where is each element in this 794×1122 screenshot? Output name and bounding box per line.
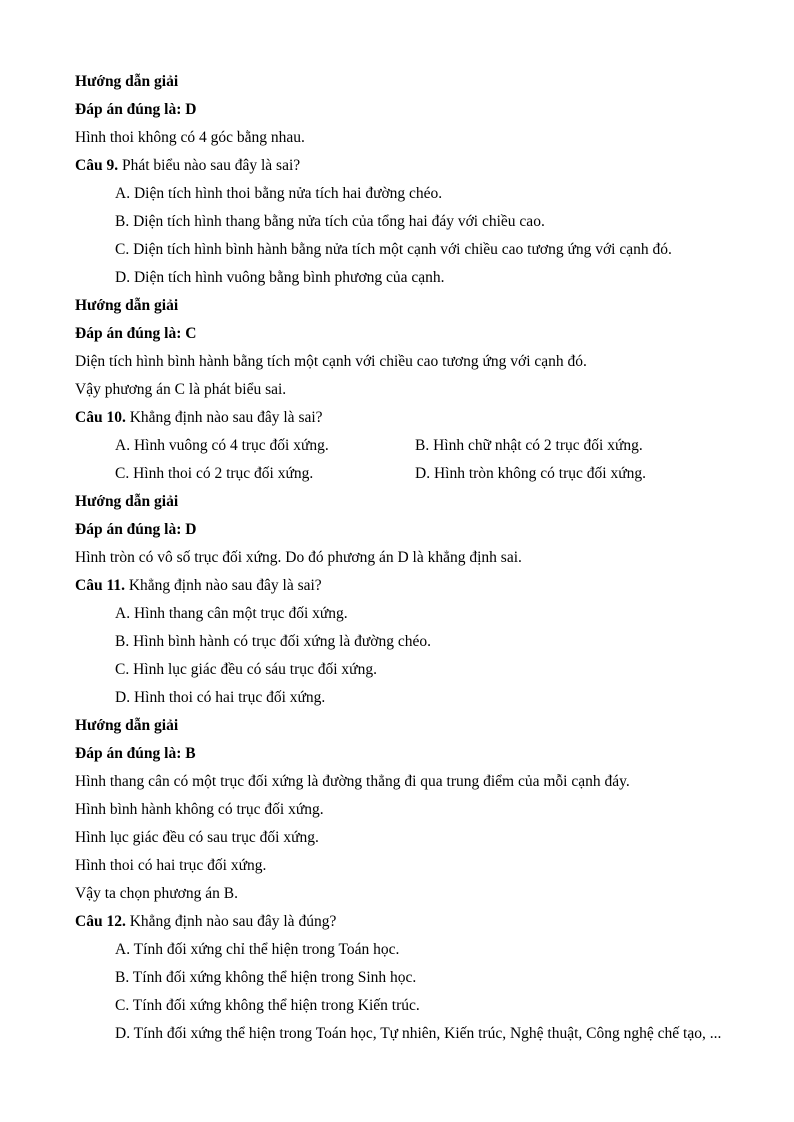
- question-line: Câu 10. Khẳng định nào sau đây là sai?: [75, 409, 323, 426]
- question-label: Câu 9.: [75, 157, 119, 174]
- answer-option: A. Diện tích hình thoi bằng nửa tích hai đường chéo.: [115, 185, 443, 202]
- answer-option: B. Hình bình hành có trục đối xứng là đường chéo.: [115, 633, 432, 650]
- section-heading: Đáp án đúng là: D: [75, 521, 197, 538]
- paragraph: Vậy phương án C là phát biểu sai.: [75, 381, 287, 398]
- answer-option: D. Hình tròn không có trục đối xứng.: [415, 465, 646, 482]
- paragraph: Hình thang cân có một trục đối xứng là đường thẳng đi qua trung điểm của mỗi cạnh đáy.: [75, 773, 630, 790]
- paragraph: Hình thoi không có 4 góc bằng nhau.: [75, 129, 305, 146]
- question-line: Câu 12. Khẳng định nào sau đây là đúng?: [75, 913, 337, 930]
- section-heading: Đáp án đúng là: C: [75, 325, 197, 342]
- section-heading: Hướng dẫn giải: [75, 717, 179, 734]
- paragraph: Vậy ta chọn phương án B.: [75, 885, 238, 902]
- section-heading: Hướng dẫn giải: [75, 297, 179, 314]
- answer-option: C. Tính đối xứng không thể hiện trong Kiến trúc.: [115, 997, 420, 1014]
- document-content: [75, 68, 736, 1048]
- paragraph: Hình lục giác đều có sau trục đối xứng.: [75, 829, 319, 846]
- paragraph: Diện tích hình bình hành bằng tích một cạnh với chiều cao tương ứng với cạnh đó.: [75, 353, 587, 370]
- answer-option: C. Hình lục giác đều có sáu trục đối xứng.: [115, 661, 377, 678]
- paragraph: Hình thoi có hai trục đối xứng.: [75, 857, 267, 874]
- answer-option: B. Hình chữ nhật có 2 trục đối xứng.: [415, 437, 643, 454]
- answer-option: B. Diện tích hình thang bằng nửa tích của tổng hai đáy với chiều cao.: [115, 213, 545, 230]
- section-heading: Đáp án đúng là: D: [75, 101, 197, 118]
- section-heading: Đáp án đúng là: B: [75, 745, 196, 762]
- question-line: Câu 9. Phát biểu nào sau đây là sai?: [75, 157, 301, 174]
- answer-option: A. Tính đối xứng chỉ thể hiện trong Toán học.: [115, 941, 400, 958]
- question-line: Câu 11. Khẳng định nào sau đây là sai?: [75, 577, 322, 594]
- answer-option: B. Tính đối xứng không thể hiện trong Sinh học.: [115, 969, 417, 986]
- option-row: [75, 432, 736, 460]
- question-label: Câu 12.: [75, 913, 126, 930]
- section-heading: Hướng dẫn giải: [75, 493, 179, 510]
- answer-option: C. Diện tích hình bình hành bằng nửa tích một cạnh với chiều cao tương ứng với cạnh đó.: [115, 241, 672, 258]
- answer-option: A. Hình thang cân một trục đối xứng.: [115, 605, 348, 622]
- question-label: Câu 11.: [75, 577, 125, 594]
- option-row: [75, 460, 736, 488]
- question-label: Câu 10.: [75, 409, 126, 426]
- answer-option: D. Tính đối xứng thể hiện trong Toán học, Tự nhiên, Kiến trúc, Nghệ thuật, Công nghệ chế tạo, ...: [115, 1025, 722, 1042]
- paragraph: Hình bình hành không có trục đối xứng.: [75, 801, 324, 818]
- answer-option: D. Diện tích hình vuông bằng bình phương của cạnh.: [115, 269, 445, 286]
- section-heading: Hướng dẫn giải: [75, 73, 179, 90]
- paragraph: Hình tròn có vô số trục đối xứng. Do đó phương án D là khẳng định sai.: [75, 549, 522, 566]
- answer-option: D. Hình thoi có hai trục đối xứng.: [115, 689, 326, 706]
- answer-option: C. Hình thoi có 2 trục đối xứng.: [115, 465, 314, 482]
- answer-option: A. Hình vuông có 4 trục đối xứng.: [115, 437, 329, 454]
